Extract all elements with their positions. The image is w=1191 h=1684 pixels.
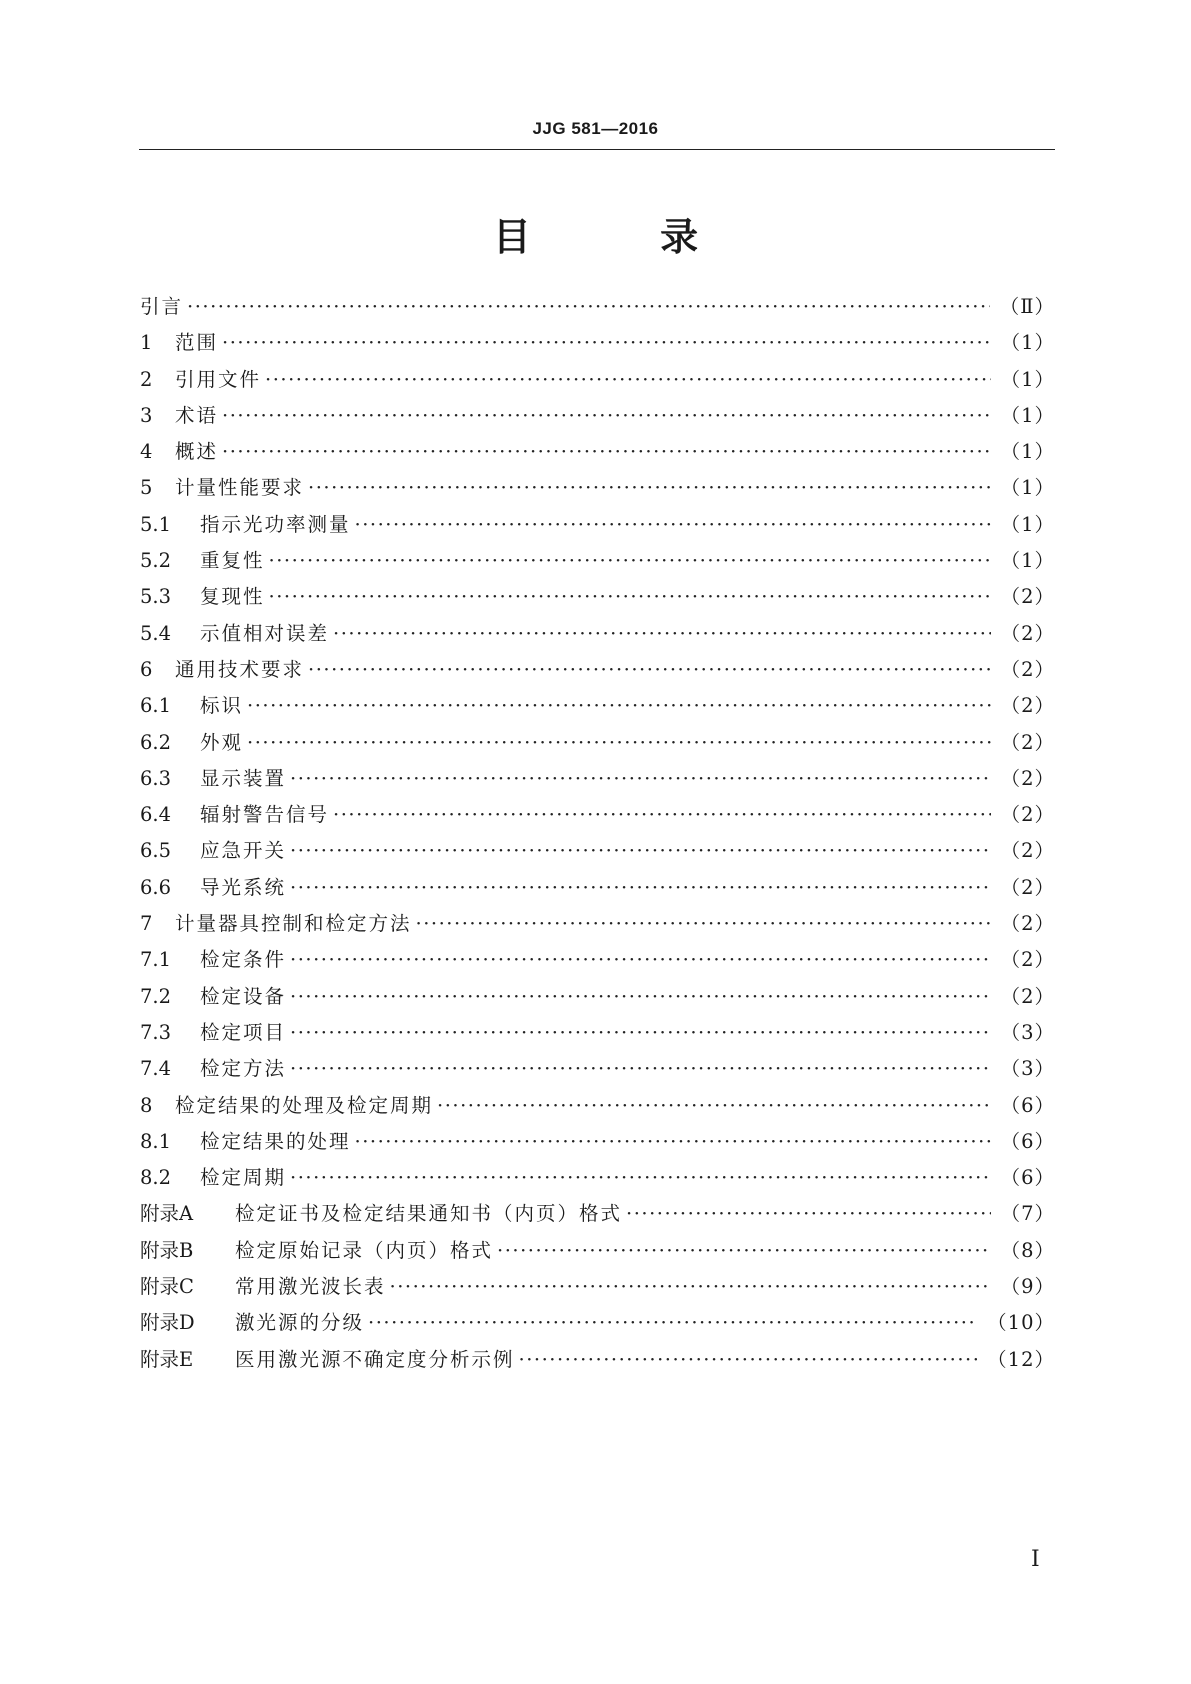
toc-entry-label: 复现性 <box>200 585 265 609</box>
toc-entry-page: （2） <box>1000 730 1055 754</box>
dot-leader <box>290 876 991 899</box>
toc-entry-label: 引言 <box>140 295 184 318</box>
toc-entry[interactable] <box>140 763 1055 799</box>
toc-entry-label: 应急开关 <box>200 839 287 863</box>
toc-entry-number: 附录C <box>140 1275 194 1299</box>
toc-entry-label: 检定项目 <box>200 1020 287 1044</box>
toc-entry-page: （2） <box>1000 585 1055 609</box>
toc-entry-label: 示值相对误差 <box>200 621 330 645</box>
dot-leader <box>290 1021 991 1044</box>
toc-entry-page: （2） <box>1000 694 1055 718</box>
toc-entry-page: （8） <box>1000 1238 1055 1262</box>
toc-entry-number: 7.3 <box>140 1020 172 1044</box>
dot-leader <box>290 767 991 790</box>
toc-entry-label: 通用技术要求 <box>175 657 305 681</box>
toc-entry-label: 检定结果的处理 <box>200 1129 351 1153</box>
toc-entry[interactable] <box>140 618 1055 654</box>
toc-entry[interactable] <box>140 1126 1055 1162</box>
toc-entry[interactable] <box>140 872 1055 908</box>
dot-leader <box>308 658 991 681</box>
dot-leader <box>222 331 991 354</box>
toc-entry-page: （1） <box>1000 476 1055 500</box>
toc-entry[interactable] <box>140 690 1055 726</box>
toc-entry-page: （2） <box>1000 875 1055 899</box>
toc-entry-page: （1） <box>1000 512 1055 536</box>
toc-entry[interactable] <box>140 908 1055 944</box>
toc-entry[interactable] <box>140 1090 1055 1126</box>
toc-entry-label: 检定结果的处理及检定周期 <box>175 1093 434 1117</box>
header-divider <box>139 149 1055 150</box>
dot-leader <box>355 1130 991 1153</box>
dot-leader <box>626 1202 991 1225</box>
dot-leader <box>290 985 991 1008</box>
dot-leader <box>187 295 990 318</box>
dot-leader <box>290 839 991 862</box>
dot-leader <box>497 1239 991 1262</box>
toc-entry-label: 指示光功率测量 <box>200 512 351 536</box>
toc-entry-number: 附录A <box>140 1202 194 1226</box>
toc-entry-page: （3） <box>1000 1020 1055 1044</box>
toc-entry-number: 6.5 <box>140 839 172 863</box>
toc-entry-label: 引用文件 <box>175 367 262 391</box>
toc-entry-page: （2） <box>1000 657 1055 681</box>
toc-entry-label: 检定原始记录（内页）格式 <box>235 1238 494 1262</box>
toc-entry-label: 标识 <box>200 694 244 718</box>
toc-entry-number: 8 <box>140 1093 153 1117</box>
toc-entry[interactable] <box>140 944 1055 980</box>
toc-entry[interactable] <box>140 545 1055 581</box>
toc-entry-number: 5.3 <box>140 585 172 609</box>
dot-leader <box>290 1057 991 1080</box>
toc-entry[interactable] <box>140 509 1055 545</box>
toc-entry[interactable] <box>140 291 1055 327</box>
toc-entry-number: 7.1 <box>140 948 172 972</box>
dot-leader <box>222 404 991 427</box>
toc-entry-page: （6） <box>1000 1166 1055 1190</box>
toc-entry[interactable] <box>140 400 1055 436</box>
dot-leader <box>269 585 991 608</box>
toc-entry[interactable] <box>140 1017 1055 1053</box>
toc-list <box>140 291 1055 1380</box>
toc-entry-label: 计量器具控制和检定方法 <box>175 912 412 936</box>
toc-entry-page: （2） <box>1000 948 1055 972</box>
toc-entry-page: （1） <box>1000 331 1055 355</box>
toc-entry[interactable] <box>140 981 1055 1017</box>
toc-entry[interactable] <box>140 1053 1055 1089</box>
toc-entry[interactable] <box>140 799 1055 835</box>
toc-entry[interactable] <box>140 1235 1055 1271</box>
toc-entry-number: 7.2 <box>140 984 172 1008</box>
dot-leader <box>333 803 991 826</box>
dot-leader <box>333 622 991 645</box>
toc-entry-number: 附录E <box>140 1347 194 1371</box>
toc-entry-label: 计量性能要求 <box>175 476 305 500</box>
toc-entry-number: 6.4 <box>140 803 172 827</box>
toc-entry-label: 检定设备 <box>200 984 287 1008</box>
dot-leader <box>437 1094 991 1117</box>
toc-entry-page: （1） <box>1000 549 1055 573</box>
toc-entry-label: 范围 <box>175 331 219 355</box>
toc-entry-page: （2） <box>1000 984 1055 1008</box>
toc-entry-number: 7.4 <box>140 1057 172 1081</box>
toc-entry[interactable] <box>140 727 1055 763</box>
toc-entry-page: （1） <box>1000 367 1055 391</box>
toc-entry-page: （12） <box>987 1347 1055 1371</box>
toc-entry[interactable] <box>140 581 1055 617</box>
toc-entry-number: 6.2 <box>140 730 172 754</box>
toc-entry-number: 2 <box>140 367 153 391</box>
toc-entry-label: 辐射警告信号 <box>200 803 330 827</box>
dot-leader <box>390 1275 991 1298</box>
toc-entry-page: （Ⅱ） <box>999 295 1055 318</box>
dot-leader <box>368 1311 977 1334</box>
toc-entry[interactable] <box>140 327 1055 363</box>
toc-entry-label: 检定条件 <box>200 948 287 972</box>
toc-entry[interactable] <box>140 364 1055 400</box>
toc-entry-number: 8.2 <box>140 1166 172 1190</box>
toc-entry-page: （2） <box>1000 912 1055 936</box>
toc-entry-number: 附录B <box>140 1238 194 1262</box>
dot-leader <box>247 731 991 754</box>
toc-entry-page: （2） <box>1000 766 1055 790</box>
dot-leader <box>308 476 991 499</box>
toc-entry-number: 3 <box>140 403 153 427</box>
dot-leader <box>355 513 991 536</box>
toc-entry-label: 激光源的分级 <box>235 1311 365 1335</box>
toc-entry-page: （3） <box>1000 1057 1055 1081</box>
dot-leader <box>265 368 991 391</box>
toc-entry-label: 外观 <box>200 730 244 754</box>
dot-leader <box>290 948 991 971</box>
toc-entry[interactable] <box>140 654 1055 690</box>
toc-entry-page: （10） <box>987 1311 1055 1335</box>
toc-entry-page: （2） <box>1000 839 1055 863</box>
toc-entry-number: 5.2 <box>140 549 172 573</box>
toc-entry-number: 6.1 <box>140 694 172 718</box>
toc-entry-label: 检定证书及检定结果通知书（内页）格式 <box>235 1202 623 1226</box>
dot-leader <box>269 549 991 572</box>
toc-entry[interactable] <box>140 1198 1055 1234</box>
document-code: JJG 581—2016 <box>532 119 659 138</box>
toc-entry-label: 显示装置 <box>200 766 287 790</box>
toc-entry[interactable] <box>140 1307 1055 1343</box>
toc-entry[interactable] <box>140 1344 1055 1380</box>
toc-entry-number: 6.6 <box>140 875 172 899</box>
toc-entry-page: （1） <box>1000 403 1055 427</box>
toc-entry-number: 6.3 <box>140 766 172 790</box>
dot-leader <box>247 694 991 717</box>
toc-entry-label: 术语 <box>175 403 219 427</box>
toc-entry-number: 附录D <box>140 1311 195 1335</box>
toc-entry-number: 5.4 <box>140 621 172 645</box>
toc-entry-number: 5 <box>140 476 153 500</box>
dot-leader <box>416 912 991 935</box>
toc-entry-number: 7 <box>140 912 153 936</box>
toc-entry[interactable] <box>140 1271 1055 1307</box>
toc-entry[interactable] <box>140 472 1055 508</box>
toc-entry-number: 5.1 <box>140 512 172 536</box>
toc-entry-page: （2） <box>1000 621 1055 645</box>
toc-entry-page: （6） <box>1000 1093 1055 1117</box>
toc-entry-page: （6） <box>1000 1129 1055 1153</box>
toc-entry-page: （1） <box>1000 440 1055 464</box>
toc-entry-label: 概述 <box>175 440 219 464</box>
toc-entry-number: 4 <box>140 440 153 464</box>
toc-entry-page: （9） <box>1000 1275 1055 1299</box>
toc-entry-number: 8.1 <box>140 1129 172 1153</box>
toc-entry-page: （7） <box>1000 1202 1055 1226</box>
toc-entry-number: 1 <box>140 331 153 355</box>
toc-entry-label: 常用激光波长表 <box>235 1275 386 1299</box>
page-number: I <box>1031 1547 1040 1572</box>
toc-entry[interactable] <box>140 835 1055 871</box>
toc-entry-number: 6 <box>140 657 153 681</box>
toc-entry-label: 检定周期 <box>200 1166 287 1190</box>
dot-leader <box>519 1348 978 1371</box>
toc-entry-page: （2） <box>1000 803 1055 827</box>
dot-leader <box>290 1166 991 1189</box>
toc-entry-label: 重复性 <box>200 549 265 573</box>
toc-entry-label: 检定方法 <box>200 1057 287 1081</box>
dot-leader <box>222 440 991 463</box>
toc-entry-label: 导光系统 <box>200 875 287 899</box>
toc-title: 目 录 <box>492 215 757 259</box>
toc-entry[interactable] <box>140 1162 1055 1198</box>
toc-entry[interactable] <box>140 436 1055 472</box>
toc-entry-label: 医用激光源不确定度分析示例 <box>235 1347 515 1371</box>
